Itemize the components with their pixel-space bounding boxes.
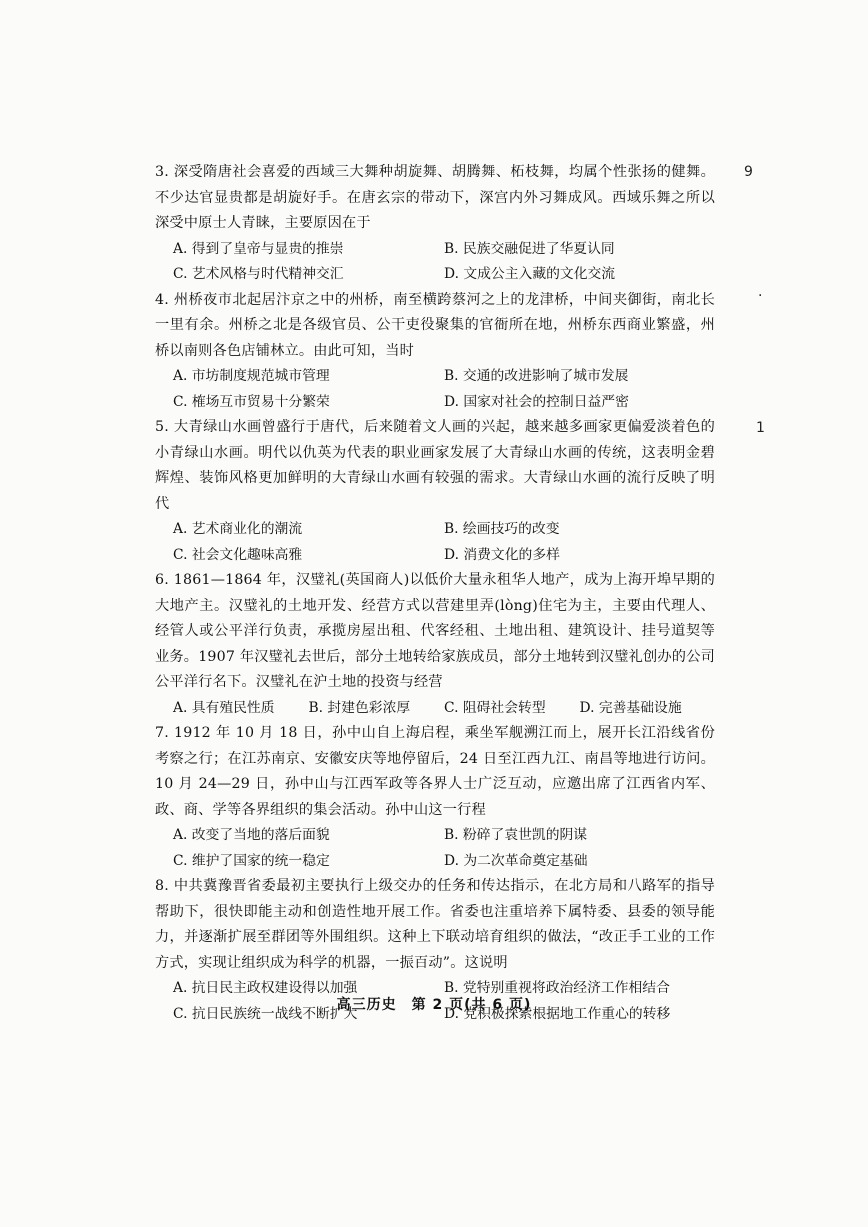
option-a: A. 改变了当地的落后面貌 bbox=[173, 827, 330, 843]
option-b: B. 交通的改进影响了城市发展 bbox=[444, 368, 629, 384]
option-c: C. 抗日民族统一战线不断扩大 bbox=[173, 1005, 358, 1022]
exam-page-body bbox=[155, 160, 715, 1027]
option-d: D. 文成公主入藏的文化交流 bbox=[444, 266, 616, 282]
option-d: D. 国家对社会的控制日益严密 bbox=[444, 393, 629, 410]
option-d: D. 党积极探索根据地工作重心的转移 bbox=[444, 1005, 671, 1022]
option-c: C. 艺术风格与时代精神交汇 bbox=[173, 266, 344, 282]
option-c: C. 维护了国家的统一稳定 bbox=[173, 852, 330, 869]
margin-mark-dot: · bbox=[758, 288, 763, 304]
question-stem: 5. 大青绿山水画曾盛行于唐代，后来随着文人画的兴起，越来越多画家更偏爱淡着色的小青绿山水画。明代以仇英为代表的职业画家发展了大青绿山水画的传统，这表明金碧辉煌、装饰风格更加鲜明的大青绿山水画有较强的需求。大青绿山水画的流行反映了明代 bbox=[155, 419, 715, 512]
question-3 bbox=[155, 160, 715, 288]
option-c: C. 社会文化趣味高雅 bbox=[173, 546, 303, 563]
margin-mark-9: 9 bbox=[744, 164, 753, 180]
question-stem: 7. 1912 年 10 月 18 日，孙中山自上海启程，乘坐军舰溯江而上，展开长江沿线省份考察之行；在江苏南京、安徽安庆等地停留后，24 日至江西九江、南昌等地进行访问。10 月 24—29 日，孙中山与江西军政等各界人士广泛互动，应邀出席了江西省内军、政、商、学等各界组织的集会活动。孙中山这一行程 bbox=[155, 725, 715, 818]
option-d: D. 完善基础设施 bbox=[579, 699, 682, 716]
question-stem: 4. 州桥夜市北起居汴京之中的州桥，南至横跨蔡河之上的龙津桥，中间夹御街，南北长一里有余。州桥之北是各级官员、公干吏役聚集的官衙所在地，州桥东西商业繁盛，州桥以南则各色店铺林立。由此可知，当时 bbox=[155, 291, 715, 359]
option-a: A. 市坊制度规范城市管理 bbox=[173, 368, 330, 384]
option-a: A. 艺术商业化的潮流 bbox=[173, 521, 303, 537]
question-7 bbox=[155, 721, 715, 874]
question-stem: 8. 中共冀豫晋省委最初主要执行上级交办的任务和传达指示，在北方局和八路军的指导帮助下，很快即能主动和创造性地开展工作。省委也注重培养下属特委、县委的领导能力，并逐渐扩展至群团等外围组织。这种上下联动培育组织的做法，“改正手工业的工作方式，实现让组织成为科学的机器，一振百动”。这说明 bbox=[155, 878, 715, 971]
option-b: B. 封建色彩浓厚 bbox=[308, 699, 411, 716]
option-a: A. 抗日民主政权建设得以加强 bbox=[173, 980, 358, 996]
question-stem: 3. 深受隋唐社会喜爱的西域三大舞种胡旋舞、胡腾舞、柘枝舞，均属个性张扬的健舞。不少达官显贵都是胡旋好手。在唐玄宗的带动下，深宫内外习舞成风。西域乐舞之所以深受中原士人青睐，主要原因在于 bbox=[155, 164, 715, 231]
option-a: A. 具有殖民性质 bbox=[173, 699, 275, 716]
option-a: A. 得到了皇帝与显贵的推崇 bbox=[173, 240, 344, 257]
option-d: D. 为二次革命奠定基础 bbox=[444, 852, 588, 869]
options-grid bbox=[155, 696, 715, 722]
page-footer: 高三历史 第 2 页(共 6 页) bbox=[336, 997, 532, 1013]
options-grid bbox=[155, 237, 715, 288]
option-b: B. 党特别重视将政治经济工作相结合 bbox=[444, 980, 670, 996]
option-b: B. 绘画技巧的改变 bbox=[444, 521, 560, 537]
option-d: D. 消费文化的多样 bbox=[444, 546, 560, 563]
question-4 bbox=[155, 288, 715, 416]
options-grid bbox=[155, 517, 715, 568]
option-b: B. 民族交融促进了华夏认同 bbox=[444, 240, 615, 257]
option-c: C. 阻碍社会转型 bbox=[444, 699, 546, 716]
margin-mark-1: 1 bbox=[756, 420, 765, 436]
question-5 bbox=[155, 415, 715, 568]
options-grid bbox=[155, 823, 715, 874]
options-grid bbox=[155, 364, 715, 415]
option-c: C. 榷场互市贸易十分繁荣 bbox=[173, 393, 330, 410]
question-6 bbox=[155, 568, 715, 721]
option-b: B. 粉碎了袁世凯的阴谋 bbox=[444, 827, 588, 843]
question-stem: 6. 1861—1864 年，汉璧礼(英国商人)以低价大量永租华人地产，成为上海开埠早期的大地产主。汉璧礼的土地开发、经营方式以营建里弄(lòng)住宅为主，主要由代理人、经管人或公平洋行负责，承揽房屋出租、代客经租、土地出租、建筑设计、挂号道契等业务。1907 年汉璧礼去世后，部分土地转给家族成员，部分土地转到汉璧礼创办的公司公平洋行名下。汉璧礼在沪土地的投资与经营 bbox=[155, 572, 715, 690]
